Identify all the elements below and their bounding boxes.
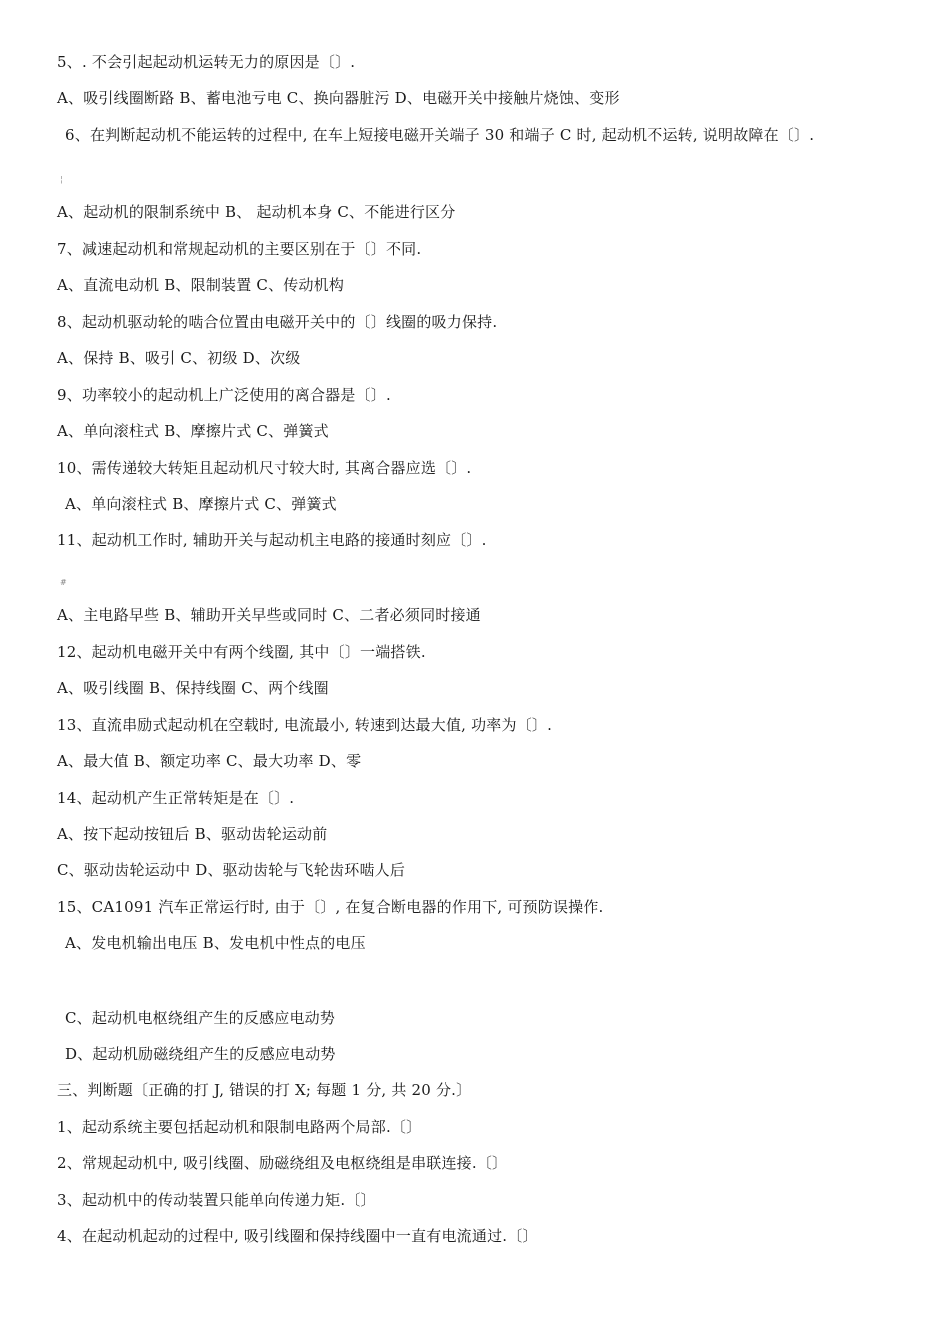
question-10: 10、需传递较大转矩且起动机尺寸较大时, 其离合器应选〔〕. [57, 459, 472, 477]
question-8: 8、起动机驱动轮的啮合位置由电磁开关中的〔〕线圈的吸力保持. [57, 313, 498, 331]
question-15-options-ab: A、发电机输出电压 B、发电机中性点的电压 [65, 934, 366, 952]
question-8-options: A、保持 B、吸引 C、初级 D、次级 [57, 349, 301, 367]
tf-question-1: 1、起动系统主要包括起动机和限制电路两个局部.〔〕 [57, 1118, 422, 1136]
question-12: 12、起动机电磁开关中有两个线圈, 其中〔〕一端搭铁. [57, 643, 426, 661]
question-10-options: A、单向滚柱式 B、摩擦片式 C、弹簧式 [65, 495, 337, 513]
question-6: 6、在判断起动机不能运转的过程中, 在车上短接电磁开关端子 30 和端子 C 时, 起动机不运转, 说明故障在〔〕. [65, 126, 815, 144]
question-15-option-d: D、起动机励磁绕组产生的反感应电动势 [65, 1045, 336, 1063]
question-14-options-cd: C、驱动齿轮运动中 D、驱动齿轮与飞轮齿环啮人后 [57, 861, 406, 879]
question-11-options: A、主电路早些 B、辅助开关早些或同时 C、二者必须同时接通 [57, 606, 481, 624]
question-9-options: A、单向滚柱式 B、摩擦片式 C、弹簧式 [57, 422, 329, 440]
tf-question-4: 4、在起动机起动的过程中, 吸引线圈和保持线圈中一直有电流通过.〔〕 [57, 1227, 538, 1245]
question-9: 9、功率较小的起动机上广泛使用的离合器是〔〕. [57, 386, 391, 404]
scan-mark: # [60, 578, 67, 587]
question-13: 13、直流串励式起动机在空载时, 电流最小, 转速到达最大值, 功率为〔〕. [57, 716, 553, 734]
question-5: 5、. 不会引起起动机运转无力的原因是〔〕. [57, 53, 356, 71]
section-heading-true-false: 三、判断题〔正确的打 J, 错误的打 X; 每题 1 分, 共 20 分.〕 [57, 1081, 472, 1099]
question-14: 14、起动机产生正常转矩是在〔〕. [57, 789, 295, 807]
question-6-options: A、起动机的限制系统中 B、 起动机本身 C、不能进行区分 [57, 203, 456, 221]
tf-question-2: 2、常规起动机中, 吸引线圈、励磁绕组及电枢绕组是串联连接.〔〕 [57, 1154, 508, 1172]
tf-question-3: 3、起动机中的传动装置只能单向传递力矩.〔〕 [57, 1191, 376, 1209]
question-5-options: A、吸引线圈断路 B、蓄电池亏电 C、换向器脏污 D、电磁开关中接触片烧蚀、变形 [57, 89, 620, 107]
question-12-options: A、吸引线圈 B、保持线圈 C、两个线圈 [57, 679, 329, 697]
scan-mark: ¦ [60, 175, 63, 184]
question-13-options: A、最大值 B、额定功率 C、最大功率 D、零 [57, 752, 362, 770]
question-14-options-ab: A、按下起动按钮后 B、驱动齿轮运动前 [57, 825, 328, 843]
question-15: 15、CA1091 汽车正常运行时, 由于〔〕, 在复合断电器的作用下, 可预防误操作. [57, 898, 604, 916]
question-7-options: A、直流电动机 B、限制装置 C、传动机构 [57, 276, 345, 294]
question-7: 7、减速起动机和常规起动机的主要区别在于〔〕不同. [57, 240, 422, 258]
question-11: 11、起动机工作时, 辅助开关与起动机主电路的接通时刻应〔〕. [57, 531, 487, 549]
question-15-option-c: C、起动机电枢绕组产生的反感应电动势 [65, 1009, 336, 1027]
